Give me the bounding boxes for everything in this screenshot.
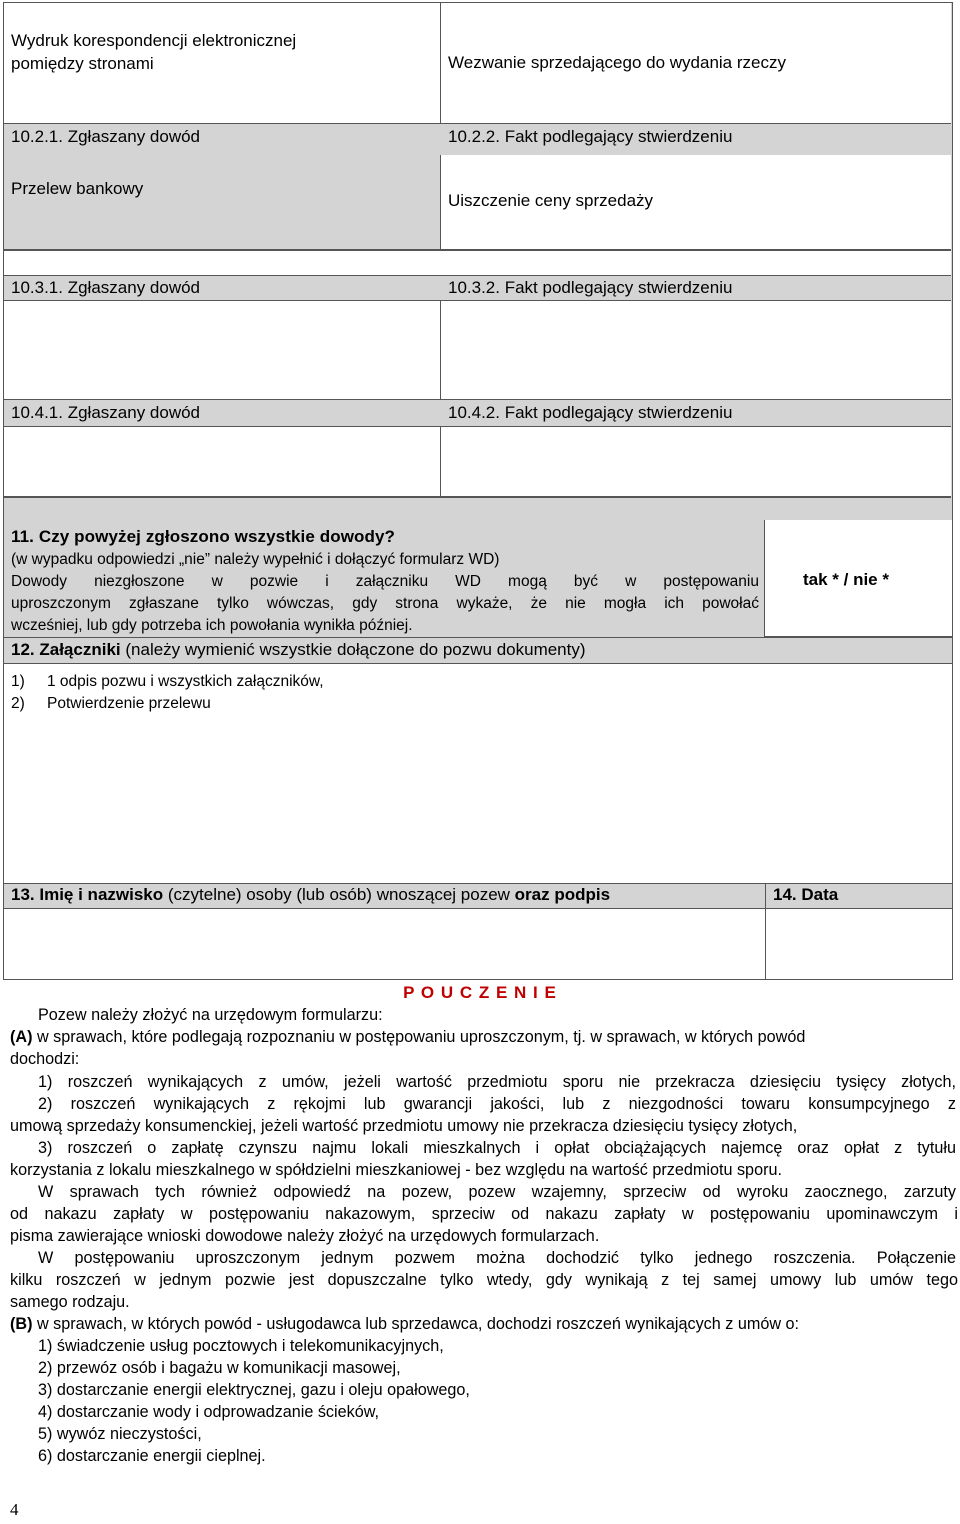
pouczenie-b-item: 5) wywóz nieczystości,: [38, 1425, 202, 1443]
q13-title2: oraz podpis: [514, 885, 611, 904]
pouczenie-p2-line3: pisma zawierające wnioski dowodowe należy złożyć na urzędowych formularzach.: [10, 1227, 600, 1245]
q13-header: [3, 883, 765, 909]
q13-title: Imię i nazwisko: [39, 885, 164, 904]
row-divider: [4, 496, 951, 498]
evidence-cell-right-top: [441, 3, 951, 124]
q13-title-line: [11, 885, 610, 905]
q11-text-line2: uproszczonym zgłaszane tylko wówczas, gdy strona wykaże, że nie mogła ich powołać: [11, 595, 759, 612]
q11-title: 11. Czy powyżej zgłoszono wszystkie dowody?: [11, 527, 396, 546]
pouczenie-p3-line2: kilku roszczeń w jednym pozwie jest dopuszczalne tylko wtedy, gdy wynikają z tej samej umowy lub umów tego: [10, 1271, 958, 1289]
pouczenie-a-text-2: dochodzi:: [10, 1050, 80, 1068]
q11-note: (w wypadku odpowiedzi „nie” należy wypełnić i dołączyć formularz WD): [11, 551, 500, 568]
page-number: 4: [10, 1500, 19, 1519]
q12-title-line: [11, 640, 586, 660]
pouczenie-b-label: (B): [10, 1315, 33, 1333]
q12-item-2-text: Potwierdzenie przelewu: [47, 695, 211, 712]
row-10-4-left-box[interactable]: [4, 427, 441, 496]
q11-block: [3, 520, 765, 637]
row-10-3-left-header: 10.3.1. Zgłaszany dowód: [11, 278, 201, 297]
pouczenie-a-item3-line2: korzystania z lokalu mieszkalnego w spółdzielni mieszkaniowej - bez względu na wartość przedmiotu sporu.: [10, 1161, 782, 1179]
evidence-left-title-line1: Wydruk korespondencji elektronicznej: [11, 31, 297, 50]
row-10-4-right-header: 10.4.2. Fakt podlegający stwierdzeniu: [448, 403, 733, 422]
evidence-cell-left-top: [4, 3, 441, 124]
row-10-3-left-box[interactable]: [4, 301, 441, 399]
evidence-table: [3, 2, 953, 522]
pouczenie-p2-line1: W sprawach tych również odpowiedź na pozew, pozew wzajemny, sprzeciw od wyroku zaocznego, zarzuty: [38, 1183, 956, 1201]
row-10-3-right-box[interactable]: [441, 301, 951, 399]
q12-item-1-num: 1): [11, 673, 25, 690]
q12-header: [3, 637, 953, 664]
q13-number: 13.: [11, 885, 35, 904]
q12-number: 12.: [11, 640, 35, 659]
row-10-2-right-header: 10.2.2. Fakt podlegający stwierdzeniu: [448, 127, 733, 146]
q12-item-2-num: 2): [11, 695, 25, 712]
row-10-4-right-box[interactable]: [441, 427, 951, 496]
pouczenie-intro: Pozew należy złożyć na urzędowym formularzu:: [38, 1006, 383, 1024]
pouczenie-a-item2-line1: 2) roszczeń wynikających z rękojmi lub gwarancji jakości, lub z niezgodności towaru konsumpcyjnego z: [38, 1095, 956, 1113]
row-10-4-left-header: 10.4.1. Zgłaszany dowód: [11, 403, 201, 422]
q14-header: [765, 883, 953, 909]
q12-title: Załączniki: [39, 640, 121, 659]
row-10-2-right-value: Uiszczenie ceny sprzedaży: [448, 191, 654, 210]
q11-answer: tak * / nie *: [803, 570, 889, 589]
q14-title: 14. Data: [773, 885, 839, 904]
pouczenie-b-item: 2) przewóz osób i bagażu w komunikacji masowej,: [38, 1359, 401, 1377]
pouczenie-heading: P O U C Z E N I E: [403, 983, 557, 1002]
pouczenie-a-label: (A): [10, 1028, 33, 1046]
q13-signature-box[interactable]: [3, 909, 765, 980]
q14-date-box[interactable]: [765, 909, 953, 980]
pouczenie-b-line: [10, 1313, 958, 1335]
q11-text-line3: wcześniej, lub gdy potrzeba ich powołania wynikła później.: [11, 617, 413, 634]
pouczenie-b-item: 1) świadczenie usług pocztowych i telekomunikacyjnych,: [38, 1337, 444, 1355]
pouczenie-a-item1: 1) roszczeń wynikających z umów, jeżeli wartość przedmiotu sporu nie przekracza dziesięciu tysięcy złotych,: [38, 1073, 956, 1091]
pouczenie-b-item: 4) dostarczanie wody i odprowadzanie ścieków,: [38, 1403, 380, 1421]
pouczenie-b-item: 3) dostarczanie energii elektrycznej, gazu i oleju opałowego,: [38, 1381, 470, 1399]
row-10-2-right-box[interactable]: [441, 155, 951, 249]
pouczenie-p3-line1: W postępowaniu uproszczonym jednym pozwem można dochodzić tylko jednego roszczenia. Połączenie: [38, 1249, 956, 1267]
pouczenie-a-item2-line2: umową sprzedaży konsumenckiej, jeżeli wartość przedmiotu umowy nie przekracza dziesięciu tysięcy złotych,: [10, 1117, 798, 1135]
q12-content-box[interactable]: [3, 664, 953, 883]
evidence-left-title-line2: pomiędzy stronami: [11, 54, 154, 73]
q12-note: (należy wymienić wszystkie dołączone do pozwu dokumenty): [125, 640, 586, 659]
pouczenie-a-line1: [10, 1026, 958, 1048]
pouczenie-p3-line3: samego rodzaju.: [10, 1293, 130, 1311]
row-10-3-right-header: 10.3.2. Fakt podlegający stwierdzeniu: [448, 278, 733, 297]
pouczenie-a-text-1: w sprawach, które podlegają rozpoznaniu w postępowaniu uproszczonym, tj. w sprawach, w których powód: [36, 1028, 806, 1046]
pouczenie-p2-line2: od nakazu zapłaty w postępowaniu nakazowym, sprzeciw od nakazu zapłaty w postępowaniu upominawczym i: [10, 1205, 958, 1223]
pouczenie-b-item: 6) dostarczanie energii cieplnej.: [38, 1447, 266, 1465]
row-10-2-left-value: Przelew bankowy: [11, 179, 144, 198]
pouczenie-b-text: w sprawach, w których powód - usługodawca lub sprzedawca, dochodzi roszczeń wynikających z umów o:: [36, 1315, 800, 1333]
row-10-2-left-box[interactable]: [4, 155, 441, 249]
q11-text-line1: Dowody niezgłoszone w pozwie i załączniku WD mogą być w postępowaniu: [11, 573, 759, 590]
row-10-3-gap: [4, 251, 951, 275]
pouczenie-a-item3-line1: 3) roszczeń o zapłatę czynszu najmu lokali mieszkalnych i opłat obciążających najemcę oraz opłat z tytułu: [38, 1139, 956, 1157]
q12-item-1-text: 1 odpis pozwu i wszystkich załączników,: [47, 673, 324, 690]
evidence-right-title: Wezwanie sprzedającego do wydania rzeczy: [448, 53, 786, 72]
row-10-2-left-header: 10.2.1. Zgłaszany dowód: [11, 127, 201, 146]
q13-note: (czytelne) osoby (lub osób) wnoszącej pozew: [167, 885, 510, 904]
q11-answer-box[interactable]: [765, 520, 953, 637]
